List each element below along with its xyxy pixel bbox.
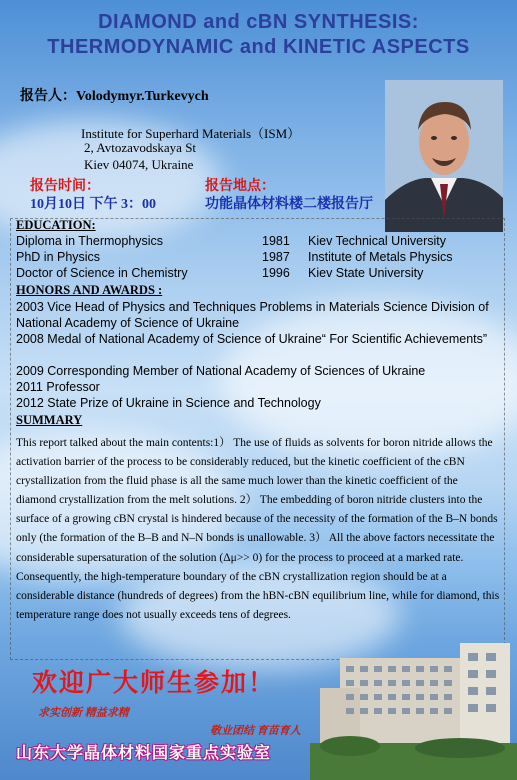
summary-text: This report talked about the main contents:1） The use of fluids as solvents for boron nitride allows the activation barrier of the process to be considerably reduced, but the kinetic coefficient of the cBN crystallization from the fluid phase is all the same much lower than the kinetic coefficient of the diamond crystallization from the melt solutions. 2） The embedding of boron nitride clusters into the surface of a growing cBN crystal is hindered because of the necessity of the formation of the B–N bonds only (the formation of the B–B and N–N bonds is unallowable. 3） All the above factors necessitate the considerable supersaturation of the solution (Δμ>> 0) for the process to proceed at a marked rate. Consequently, the high-temperature boundary of the cBN crystallization region should be at a considerable distance (hundreds of degrees) from the hBN-cBN equilibrium line, while for diamond, this temperature range does not usually exceeds tens of degrees. (16, 437, 500, 621)
honor-item: 2003 Vice Head of Physics and Techniques Problems in Materials Science Division of National Academy of Science of Ukraine (16, 300, 489, 330)
education-place: Kiev Technical University (308, 234, 447, 248)
honor-item: 2009 Corresponding Member of National Academy of Sciences of Ukraine (16, 364, 426, 378)
title-line-2: THERMODYNAMIC and KINETIC ASPECTS (47, 36, 470, 58)
education-place: Institute of Metals Physics (308, 250, 453, 264)
time-value: 10月10日 下午 3：00 (30, 197, 156, 212)
summary-heading: SUMMARY (16, 413, 83, 427)
institute-line-3: Kiev 04074, Ukraine (84, 157, 194, 172)
motto-line-1: 求实创新 精益求精 (38, 707, 129, 719)
education-degree: PhD in Physics (16, 250, 101, 264)
education-year: 1987 (262, 250, 290, 264)
building-image (310, 628, 517, 780)
time-label: 报告时间： (30, 179, 100, 194)
place-value: 功能晶体材料楼二楼报告厅 (205, 197, 373, 212)
education-year: 1981 (262, 234, 290, 248)
place-label: 报告地点： (205, 179, 275, 194)
honors-heading: HONORS AND AWARDS : (16, 283, 163, 297)
motto-line-2: 敬业团结 育苗育人 (210, 725, 301, 737)
institute-line-1: Institute for Superhard Materials（ISM） (81, 126, 301, 141)
education-place: Kiev State University (308, 266, 424, 280)
institute-line-2: 2, Avtozavodskaya St (84, 140, 197, 155)
honor-item: 2011 Professor (16, 380, 100, 394)
education-year: 1996 (262, 266, 290, 280)
education-heading: EDUCATION: (16, 218, 96, 232)
speaker-name: 报告人：Volodymyr.Turkevych (20, 89, 209, 104)
education-degree: Diploma in Thermophysics (16, 234, 164, 248)
honor-item: 2008 Medal of National Academy of Science of Ukraine“ For Scientific Achievements” (16, 332, 488, 346)
portrait-image (385, 80, 503, 232)
welcome-banner: 欢迎广大师生参加！ (32, 670, 276, 697)
title-line-1: DIAMOND and cBN SYNTHESIS: (98, 11, 419, 33)
education-degree: Doctor of Science in Chemistry (16, 266, 188, 280)
honor-item: 2012 State Prize of Ukraine in Science and Technology (16, 396, 321, 410)
speaker-photo (385, 80, 503, 232)
lab-name: 山东大学晶体材料国家重点实验室 (16, 745, 272, 762)
